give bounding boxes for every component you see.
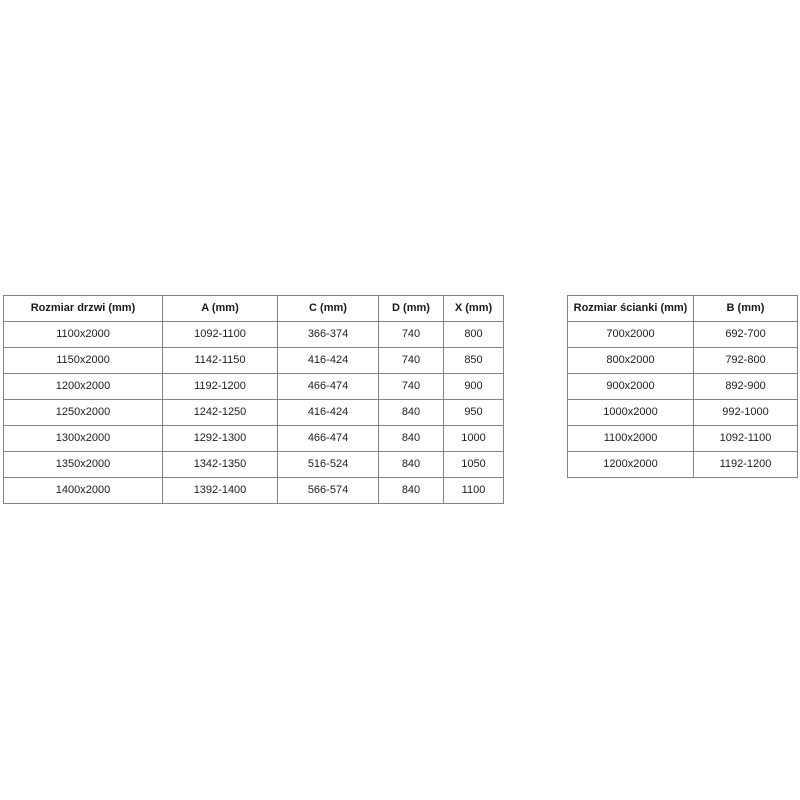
wall-table-body xyxy=(568,322,798,478)
table-cell: 1192-1200 xyxy=(694,452,798,478)
table-cell: 900x2000 xyxy=(568,374,694,400)
table-row xyxy=(568,452,798,478)
table-row xyxy=(568,348,798,374)
table-cell: 740 xyxy=(379,322,444,348)
table-cell: 516-524 xyxy=(278,452,379,478)
table-cell: 900 xyxy=(444,374,504,400)
table-cell: 1250x2000 xyxy=(4,400,163,426)
header-cell: Rozmiar ścianki (mm) xyxy=(568,296,694,322)
table-cell: 800 xyxy=(444,322,504,348)
table-row xyxy=(568,322,798,348)
door-size-table xyxy=(3,295,504,504)
table-cell: 466-474 xyxy=(278,426,379,452)
wall-table-header-row xyxy=(568,296,798,322)
table-cell: 840 xyxy=(379,426,444,452)
table-cell: 792-800 xyxy=(694,348,798,374)
table-row xyxy=(568,426,798,452)
header-cell: A (mm) xyxy=(163,296,278,322)
table-row xyxy=(4,400,504,426)
door-table-body xyxy=(4,322,504,504)
header-cell: Rozmiar drzwi (mm) xyxy=(4,296,163,322)
table-cell: 1200x2000 xyxy=(568,452,694,478)
table-cell: 1000 xyxy=(444,426,504,452)
table-cell: 950 xyxy=(444,400,504,426)
table-cell: 1150x2000 xyxy=(4,348,163,374)
table-cell: 692-700 xyxy=(694,322,798,348)
table-cell: 892-900 xyxy=(694,374,798,400)
table-cell: 466-474 xyxy=(278,374,379,400)
table-cell: 1092-1100 xyxy=(694,426,798,452)
table-cell: 1392-1400 xyxy=(163,478,278,504)
table-row xyxy=(4,452,504,478)
table-cell: 416-424 xyxy=(278,400,379,426)
table-row xyxy=(4,322,504,348)
table-cell: 740 xyxy=(379,374,444,400)
table-row xyxy=(4,374,504,400)
table-cell: 740 xyxy=(379,348,444,374)
table-cell: 1100x2000 xyxy=(568,426,694,452)
table-row xyxy=(4,478,504,504)
header-cell: D (mm) xyxy=(379,296,444,322)
table-cell: 1350x2000 xyxy=(4,452,163,478)
table-cell: 1192-1200 xyxy=(163,374,278,400)
header-cell: C (mm) xyxy=(278,296,379,322)
door-table-header-row xyxy=(4,296,504,322)
table-cell: 366-374 xyxy=(278,322,379,348)
table-cell: 992-1000 xyxy=(694,400,798,426)
table-cell: 1050 xyxy=(444,452,504,478)
table-cell: 1092-1100 xyxy=(163,322,278,348)
wall-size-table xyxy=(567,295,798,478)
table-cell: 1200x2000 xyxy=(4,374,163,400)
table-row xyxy=(568,400,798,426)
table-cell: 566-574 xyxy=(278,478,379,504)
table-cell: 1400x2000 xyxy=(4,478,163,504)
table-cell: 850 xyxy=(444,348,504,374)
table-cell: 1100 xyxy=(444,478,504,504)
table-cell: 1342-1350 xyxy=(163,452,278,478)
table-cell: 1100x2000 xyxy=(4,322,163,348)
table-cell: 1142-1150 xyxy=(163,348,278,374)
table-cell: 840 xyxy=(379,478,444,504)
table-cell: 840 xyxy=(379,400,444,426)
table-cell: 1000x2000 xyxy=(568,400,694,426)
table-cell: 700x2000 xyxy=(568,322,694,348)
table-row xyxy=(568,374,798,400)
table-cell: 1300x2000 xyxy=(4,426,163,452)
table-cell: 840 xyxy=(379,452,444,478)
table-cell: 1242-1250 xyxy=(163,400,278,426)
table-cell: 1292-1300 xyxy=(163,426,278,452)
table-cell: 800x2000 xyxy=(568,348,694,374)
table-row xyxy=(4,348,504,374)
header-cell: X (mm) xyxy=(444,296,504,322)
header-cell: B (mm) xyxy=(694,296,798,322)
table-row xyxy=(4,426,504,452)
table-cell: 416-424 xyxy=(278,348,379,374)
